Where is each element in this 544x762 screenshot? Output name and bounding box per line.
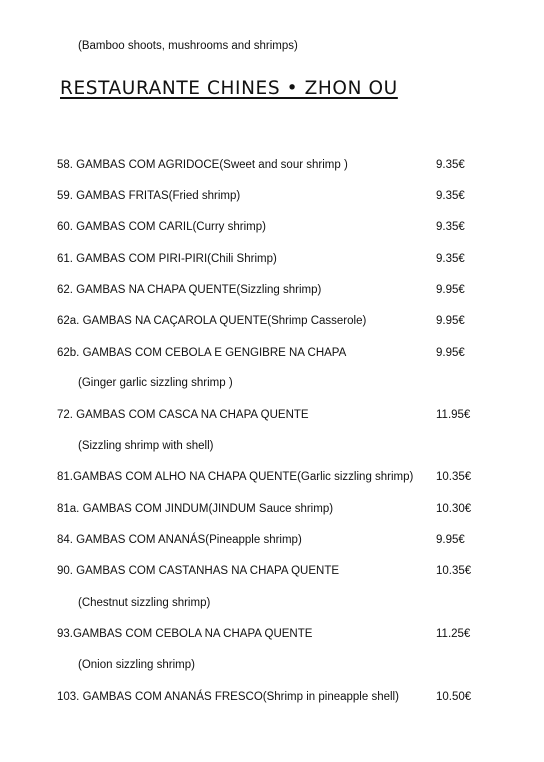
menu-item-name: 81a. GAMBAS COM JINDUM(JINDUM Sauce shrimp) xyxy=(57,503,334,515)
menu-item-price: 9.35€ xyxy=(436,253,465,265)
menu-item-price: 11.95€ xyxy=(436,409,471,421)
menu-item-name: 62. GAMBAS NA CHAPA QUENTE(Sizzling shrimp) xyxy=(57,284,322,296)
menu-item-name: 72. GAMBAS COM CASCA NA CHAPA QUENTE xyxy=(57,409,309,421)
menu-item-subtitle: (Sizzling shrimp with shell) xyxy=(78,440,214,452)
menu-item-price: 9.35€ xyxy=(436,221,465,233)
menu-item-name: 59. GAMBAS FRITAS(Fried shrimp) xyxy=(57,190,241,202)
menu-item-price: 10.35€ xyxy=(436,565,472,577)
menu-item-name: 93.GAMBAS COM CEBOLA NA CHAPA QUENTE xyxy=(57,628,313,640)
menu-item-price: 9.95€ xyxy=(436,347,465,359)
menu-item-price: 10.50€ xyxy=(436,691,472,703)
menu-item-name: 103. GAMBAS COM ANANÁS FRESCO(Shrimp in pineapple shell) xyxy=(57,691,399,703)
menu-item-subtitle: (Ginger garlic sizzling shrimp ) xyxy=(78,377,233,389)
menu-item-price: 9.35€ xyxy=(436,159,465,171)
menu-item-name: 58. GAMBAS COM AGRIDOCE(Sweet and sour shrimp ) xyxy=(57,159,348,171)
menu-item-price: 10.35€ xyxy=(436,471,472,483)
menu-item-price: 9.95€ xyxy=(436,315,465,327)
menu-item-price: 9.95€ xyxy=(436,534,465,546)
restaurant-title: RESTAURANTE CHINES • ZHON OU xyxy=(60,78,398,99)
menu-item-price: 9.35€ xyxy=(436,190,465,202)
menu-item-name: 61. GAMBAS COM PIRI-PIRI(Chili Shrimp) xyxy=(57,253,277,265)
menu-item-price: 11.25€ xyxy=(436,628,471,640)
menu-item-subtitle: (Chestnut sizzling shrimp) xyxy=(78,597,211,609)
menu-item-name: 62a. GAMBAS NA CAÇAROLA QUENTE(Shrimp Casserole) xyxy=(57,315,367,327)
menu-item-price: 10.30€ xyxy=(436,503,472,515)
menu-item-name: 81.GAMBAS COM ALHO NA CHAPA QUENTE(Garlic sizzling shrimp) xyxy=(57,471,414,483)
menu-item-name: 90. GAMBAS COM CASTANHAS NA CHAPA QUENTE xyxy=(57,565,340,577)
menu-item-subtitle: (Onion sizzling shrimp) xyxy=(78,659,195,671)
menu-item-name: 60. GAMBAS COM CARIL(Curry shrimp) xyxy=(57,221,266,233)
menu-item-name: 62b. GAMBAS COM CEBOLA E GENGIBRE NA CHAPA xyxy=(57,347,347,359)
header-note: (Bamboo shoots, mushrooms and shrimps) xyxy=(78,40,298,52)
menu-item-name: 84. GAMBAS COM ANANÁS(Pineapple shrimp) xyxy=(57,534,302,546)
menu-item-price: 9.95€ xyxy=(436,284,465,296)
